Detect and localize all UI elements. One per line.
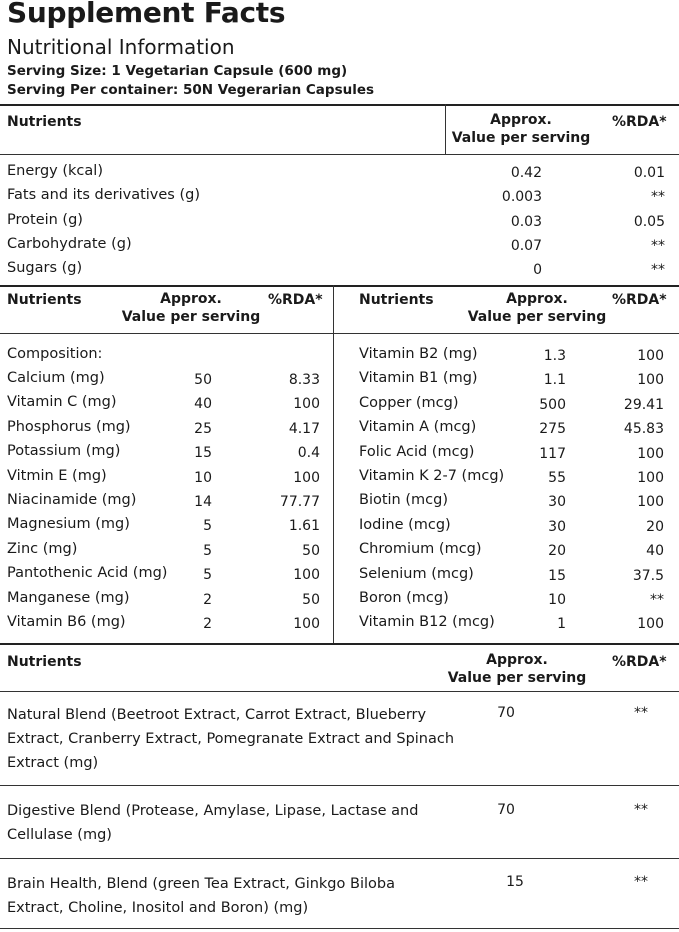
nutrient-rda: 100 [293,616,320,632]
nutrient-name: Folic Acid (mcg) [359,443,475,460]
nutrient-name: Vitamin B6 (mg) [7,614,126,630]
nutrient-value: 25 [194,420,212,437]
table3-header-rule [0,691,679,692]
nutrient-rda: 100 [637,348,664,364]
nutrient-rda: 29.41 [623,396,664,413]
nutrient-rda: 1.61 [288,518,320,535]
nutrient-value: 0.03 [510,213,542,230]
nutrient-value: 10 [548,592,566,608]
nutrient-rda: 37.5 [632,567,664,584]
nutrient-name: Vitamin A (mcg) [359,419,477,436]
nutrient-rda: ** [650,592,664,608]
nutrient-value: 30 [548,518,566,535]
nutrient-value: 30 [548,494,566,511]
nutrient-rda: 100 [637,372,664,389]
page-subtitle: Nutritional Information [7,35,235,59]
table2-header-rule [0,333,679,334]
table1-top-rule [0,104,679,106]
nutrient-value: 5 [203,518,212,535]
nutrient-value: 15 [194,445,212,462]
blend-digestive-value: 70 [497,802,515,818]
nutrient-value: 50 [194,372,212,388]
composition-label: Composition: [7,346,103,362]
nutrient-name: Phosphorus (mg) [7,418,131,435]
table2-center-divider [333,285,334,643]
nutrient-rda: 45.83 [623,421,664,438]
nutrient-value: 0.07 [510,237,542,254]
blend-natural-value: 70 [497,705,515,721]
nutrient-name: Zinc (mg) [7,540,78,557]
nutrient-value: 5 [203,542,212,559]
nutrient-value: 275 [539,421,566,438]
bottom-rule [0,928,679,929]
nutrient-value: 55 [548,470,566,486]
table1-header-rule [0,154,679,155]
blend-rule-1 [0,785,679,786]
table2-left-approx-header: Approx. Value per serving [121,291,261,325]
nutrient-value: 10 [194,469,212,486]
nutrient-rda: 100 [637,494,664,511]
nutrient-rda: 0.05 [633,213,665,230]
nutrient-value: 0.003 [501,189,542,206]
table1-header-divider [445,104,446,154]
serving-size: Serving Size: 1 Vegetarian Capsule (600 mg) [7,63,348,79]
nutrient-rda: ** [651,189,665,206]
nutrient-rda: 0.01 [633,165,665,181]
blend-digestive-name: Digestive Blend (Protease, Amylase, Lipase, Lactase and Cellulase (mg) [7,803,419,843]
table2-right-approx-header: Approx. Value per serving [467,291,607,325]
nutrient-name: Potassium (mg) [7,443,121,460]
serving-per-container: Serving Per container: 50N Vegerarian Capsules [7,82,375,98]
nutrient-name: Biotin (mcg) [359,492,448,509]
table2-right-rda-header: %RDA* [612,292,667,308]
nutrient-rda: 20 [646,518,664,535]
nutrient-name: Energy (kcal) [7,163,103,179]
nutrient-rda: 100 [637,445,664,462]
nutrient-name: Iodine (mcg) [359,516,451,533]
nutrient-value: 5 [203,567,212,584]
nutrient-rda: ** [651,262,665,279]
nutrient-name: Selenium (mcg) [359,565,474,582]
page-title: Supplement Facts [7,0,286,29]
nutrient-name: Sugars (g) [7,260,83,277]
nutrient-rda: 8.33 [288,372,320,388]
table2-top-rule [0,285,679,287]
nutrient-name: Pantothenic Acid (mg) [7,565,168,582]
nutrient-rda: 0.4 [297,445,320,462]
nutrient-rda: 40 [646,543,664,560]
nutrient-name: Chromium (mcg) [359,541,482,558]
blend-digestive-rda: ** [634,802,648,818]
blend-natural-rda: ** [634,705,648,721]
nutrient-name: Carbohydrate (g) [7,235,132,252]
nutrient-value: 2 [203,616,212,632]
nutrient-rda: 100 [637,616,664,633]
nutrient-value: 40 [194,396,212,413]
blend-natural-name: Natural Blend (Beetroot Extract, Carrot Extract, Blueberry Extract, Cranberry Extract, Pomegranate Extract and Spinach Extract (mg) [7,707,455,771]
nutrient-rda: 77.77 [279,494,320,510]
nutrient-value: 15 [548,567,566,584]
nutrient-value: 14 [194,494,212,510]
nutrient-value: 0.42 [510,165,542,181]
nutrient-rda: 4.17 [288,420,320,437]
table1-approx-header: Approx. Value per serving [451,112,591,146]
nutrient-value: 2 [203,591,212,608]
nutrient-value: 500 [539,396,566,413]
nutrient-rda: 50 [302,591,320,608]
nutrient-rda: 100 [293,567,320,584]
blend-brain-health-name: Brain Health, Blend (green Tea Extract, Ginkgo Biloba Extract, Choline, Inositol and Boron) (mg) [7,876,395,916]
table2-right-nutrients-header: Nutrients [359,292,434,308]
blend-brain-health-rda: ** [634,874,648,890]
nutrient-name: Vitmin E (mg) [7,467,107,484]
table3-nutrients-header: Nutrients [7,654,82,670]
nutrient-value: 0 [533,262,542,279]
nutrient-name: Protein (g) [7,211,83,228]
table2-left-rda-header: %RDA* [268,292,323,308]
blend-rule-2 [0,858,679,859]
nutrient-value: 117 [539,445,566,462]
nutrient-rda: 100 [293,469,320,486]
nutrient-value: 20 [548,543,566,560]
nutrient-name: Vitamin B12 (mcg) [359,614,495,631]
table3-top-rule [0,643,679,645]
table1-nutrients-header: Nutrients [7,114,82,130]
table1-rda-header: %RDA* [612,114,667,130]
nutrient-name: Boron (mcg) [359,590,449,606]
nutrient-rda: 50 [302,542,320,559]
nutrient-rda: 100 [637,470,664,486]
nutrient-rda: ** [651,237,665,254]
nutrient-name: Vitamin B2 (mg) [359,346,478,362]
nutrient-name: Manganese (mg) [7,589,130,606]
table2-left-nutrients-header: Nutrients [7,292,82,308]
blend-brain-health-value: 15 [506,874,524,890]
nutrient-name: Vitamin B1 (mg) [359,370,478,387]
nutrient-name: Niacinamide (mg) [7,492,137,508]
nutrient-value: 1 [557,616,566,633]
nutrient-value: 1.3 [543,348,566,364]
nutrient-name: Calcium (mg) [7,370,105,386]
table3-approx-header: Approx. Value per serving [447,652,587,686]
nutrient-name: Vitamin C (mg) [7,394,117,411]
nutrient-name: Copper (mcg) [359,394,459,411]
nutrient-rda: 100 [293,396,320,413]
table3-rda-header: %RDA* [612,654,667,670]
nutrient-name: Magnesium (mg) [7,516,130,533]
nutrient-name: Fats and its derivatives (g) [7,187,200,204]
nutrient-name: Vitamin K 2-7 (mcg) [359,468,505,484]
nutrient-value: 1.1 [543,372,566,389]
